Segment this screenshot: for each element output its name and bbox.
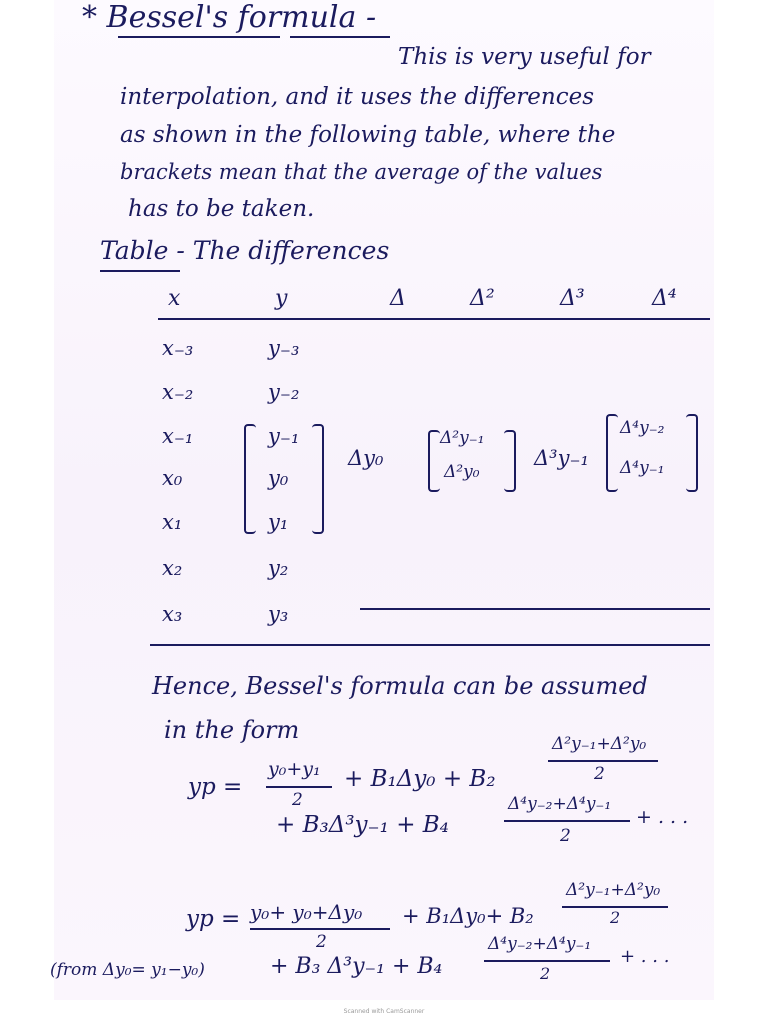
eq1-t6: + . . . (636, 806, 689, 828)
fraction-line (250, 928, 390, 930)
col-header-y: y (275, 286, 288, 311)
eq2-t1-num: y₀+ y₀+Δy₀ (250, 900, 363, 924)
right-bracket (312, 424, 324, 534)
table-top-rule (158, 318, 710, 320)
eq1-t1-num: y₀+y₁ (268, 758, 321, 780)
table-mid-rule (360, 608, 710, 610)
intro-line-4: brackets mean that the average of the values (120, 160, 603, 184)
x-value: x₃ (162, 602, 183, 626)
scanner-watermark: Scanned with CamScanner (343, 1008, 425, 1015)
title-underline (118, 36, 280, 38)
eq2-t3-num: Δ²y₋₁+Δ²y₀ (566, 880, 661, 900)
eq1-t3-num: Δ²y₋₁+Δ²y₀ (552, 734, 647, 754)
intro-line-5: has to be taken. (128, 196, 315, 222)
col-header-delta2: Δ² (470, 286, 495, 311)
eq1-lhs: yp = (188, 774, 243, 800)
intro-line-1: This is very useful for (398, 44, 651, 70)
x-value: x₀ (162, 466, 183, 490)
col-header-delta3: Δ³ (560, 286, 585, 311)
eq1-t2: + B₁Δy₀ + B₂ (344, 766, 496, 792)
intro-line-2: interpolation, and it uses the differences (120, 84, 595, 110)
fraction-line (266, 786, 332, 788)
intro-line-3: as shown in the following table, where the (120, 122, 616, 148)
col-header-delta4: Δ⁴ (652, 286, 677, 311)
y-value: y₀ (268, 466, 289, 490)
fraction-line (504, 820, 630, 822)
eq2-t3-den: 2 (610, 908, 621, 927)
y-value: y₃ (268, 602, 289, 626)
y-value: y₋₁ (268, 424, 300, 448)
x-value: x₋₂ (162, 380, 194, 404)
delta3-y: Δ³y₋₁ (534, 446, 589, 470)
notebook-page (54, 0, 714, 1000)
fraction-line (548, 760, 658, 762)
hence-line-2: in the form (164, 716, 300, 744)
delta4-top: Δ⁴y₋₂ (620, 418, 665, 438)
table-heading: Table - The differences (100, 236, 390, 265)
eq1-t1-den: 2 (292, 790, 303, 810)
eq1-t3-den: 2 (594, 764, 605, 784)
y-value: y₁ (268, 510, 289, 534)
eq2-t5-den: 2 (540, 964, 551, 983)
right-bracket (686, 414, 698, 492)
page-title: * Bessel's formula - (82, 0, 377, 35)
title-underline-2 (290, 36, 390, 38)
eq2-t1-den: 2 (316, 932, 327, 952)
eq2-t2: + B₁Δy₀+ B₂ (402, 904, 534, 928)
table-bottom-rule (150, 644, 710, 646)
left-bracket (244, 424, 256, 534)
y-value: y₋₂ (268, 380, 300, 404)
left-bracket (606, 414, 618, 492)
eq1-t4: + B₃Δ³y₋₁ + B₄ (276, 812, 449, 838)
x-value: x₋₁ (162, 424, 194, 448)
right-bracket (504, 430, 516, 492)
eq2-lhs: yp = (186, 906, 241, 932)
fraction-line (484, 960, 610, 962)
hence-line-1: Hence, Bessel's formula can be assumed (152, 672, 648, 700)
eq2-t4: + B₃ Δ³y₋₁ + B₄ (270, 954, 443, 979)
delta2-bottom: Δ²y₀ (444, 462, 480, 482)
y-value: y₋₃ (268, 336, 300, 360)
x-value: x₁ (162, 510, 183, 534)
y-value: y₂ (268, 556, 289, 580)
table-heading-underline (100, 270, 180, 272)
col-header-x: x (168, 286, 181, 311)
col-header-delta: Δ (390, 286, 406, 311)
delta2-top: Δ²y₋₁ (440, 428, 485, 448)
eq2-t5-num: Δ⁴y₋₂+Δ⁴y₋₁ (488, 934, 592, 954)
eq1-t5-num: Δ⁴y₋₂+Δ⁴y₋₁ (508, 794, 612, 814)
eq1-t5-den: 2 (560, 826, 571, 846)
delta4-bottom: Δ⁴y₋₁ (620, 458, 665, 478)
x-value: x₋₃ (162, 336, 194, 360)
x-value: x₂ (162, 556, 183, 580)
eq2-t6: + . . . (620, 946, 670, 967)
delta-y0: Δy₀ (348, 446, 384, 470)
eq2-note: (from Δy₀= y₁−y₀) (50, 960, 205, 980)
left-bracket (428, 430, 440, 492)
